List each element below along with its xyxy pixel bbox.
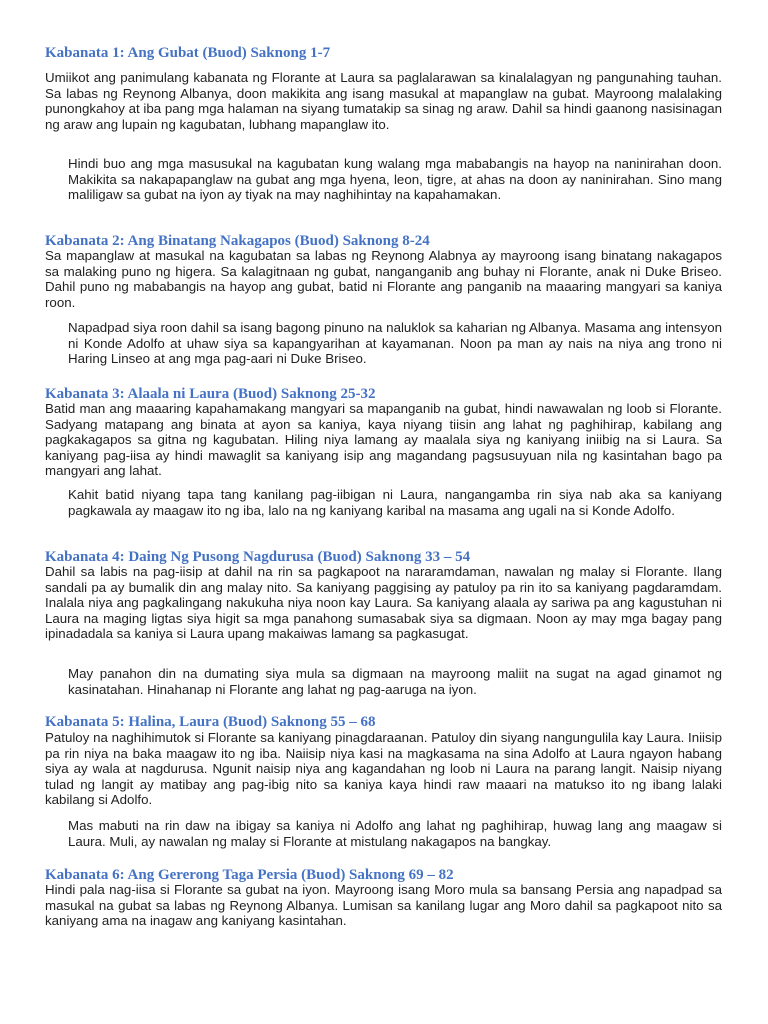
section-2-indented-paragraph: Napadpad siya roon dahil sa isang bagong pinuno na naluklok sa kaharian ng Albanya. Masama ang intensyon ni Konde Adolfo at uhaw siya sa kapangyarihan at kayamanan. Noon pa man ay nais na niya ang trono ni Haring Linseo at ang mga pag-aari ni Duke Briseo.: [68, 320, 722, 366]
section-heading-2: Kabanata 2: Ang Binatang Nakagapos (Buod) Saknong 8-24: [45, 233, 430, 249]
section-3-indented-paragraph: Kahit batid niyang tapa tang kanilang pag-iibigan ni Laura, nangangamba rin siya nab aka sa kaniyang pagkawala ay maagaw ito ng iba, lalo na ng kaniyang karibal na masama ang ugali na si Konde Adolfo.: [68, 487, 722, 518]
section-5-paragraph: Patuloy na naghihimutok si Florante sa kaniyang pinagdaraanan. Patuloy din siyang nangungulila kay Laura. Iniisip pa rin niya na baka maagaw ito ng iba. Naiisip niya kasi na magkasama na sina Adolfo at Laura ngayon habang siya ay wala at nagdurusa. Ngunit naisip niya ang kagandahan ng loob ni Laura na parang langit. Naisip niyang tulad ng langit ay matibay ang pag-ibig nito sa kaniya kaya hindi raw maaari na matukso ito ng ibang lalaki kabilang si Adolfo.: [45, 730, 722, 807]
section-heading-3: Kabanata 3: Alaala ni Laura (Buod) Saknong 25-32: [45, 386, 376, 402]
section-3-paragraph: Batid man ang maaaring kapahamakang mangyari sa mapanganib na gubat, hindi nawawalan ng loob si Florante. Sadyang matapang ang binata at ayon sa kaniya, kaya niyang tiisin ang lahat ng paghihirap, kabilang ang pagkakagapos sa gitna ng kagubatan. Hiling niya lamang ay maalala siya ng kaniyang iniibig na si Laura. Sa kaniyang pag-iisa ay hindi mawaglit sa kaniyang isip ang magandang pagsusuyuan nila ng kasintahan bago pa mangyari ang lahat.: [45, 401, 722, 478]
section-4-paragraph: Dahil sa labis na pag-iisip at dahil na rin sa pagkapoot na nararamdaman, nawalan ng malay si Florante. Ilang sandali pa ay bumalik din ang malay nito. Sa kaniyang paggising ay patuloy pa rin ito sa kaniyang pagdaramdam. Inalala niya ang pagkalingang nakukuha niya noon kay Laura. Sa kaniyang alaala ay sariwa pa ang kagustuhan ni Laura na maging ligtas siya higit sa mga panahong sumasabak siya sa digmaan. Noon ay may mga bagay pang ipinadadala sa kaniya si Laura upang makaiwas lamang sa pagkasugat.: [45, 564, 722, 641]
section-1-indented-paragraph: Hindi buo ang mga masusukal na kagubatan kung walang mga mababangis na hayop na naninirahan doon. Makikita sa nakapapanglaw na gubat ang mga hyena, leon, tigre, at ahas na doon ay naninirahan. Sino mang maliligaw sa gubat na iyon ay tiyak na may naghihintay na kapahamakan.: [68, 156, 722, 202]
section-heading-1: Kabanata 1: Ang Gubat (Buod) Saknong 1-7: [45, 45, 331, 61]
section-6-paragraph: Hindi pala nag-iisa si Florante sa gubat na iyon. Mayroong isang Moro mula sa bansang Persia ang napadpad sa masukal na gubat sa labas ng Reynong Albanya. Lumisan sa kanilang lugar ang Moro dahil sa pagkapoot nito sa kaniyang ama na inagaw ang kaniyang kasintahan.: [45, 882, 722, 928]
section-2-paragraph: Sa mapanglaw at masukal na kagubatan sa labas ng Reynong Alabnya ay mayroong isang binatang nakagapos sa malaking puno ng higera. Sa kalagitnaan ng gubat, nanganganib ang buhay ni Florante, anak ni Duke Briseo. Dahil puno ng mababangis na hayop ang gubat, batid ni Florante ang panganib na maaaring mangyari sa kaniya roon.: [45, 248, 722, 310]
section-heading-6: Kabanata 6: Ang Gererong Taga Persia (Buod) Saknong 69 – 82: [45, 867, 454, 883]
section-1-paragraph: Umiikot ang panimulang kabanata ng Florante at Laura sa paglalarawan sa kinalalagyan ng pangunahing tauhan. Sa labas ng Reynong Albanya, doon makikita ang isang masukal at mapanglaw na gubat. Mayroong malalaking punongkahoy at iba pang mga halaman na siyang tumatakip sa sinag ng araw. Dahil sa hindi gaanong nasisinagan ng araw ang lupain ng kagubatan, lubhang mapanglaw ito.: [45, 70, 722, 132]
section-5-indented-paragraph: Mas mabuti na rin daw na ibigay sa kaniya ni Adolfo ang lahat ng paghihirap, huwag lang ang maagaw si Laura. Muli, ay nawalan ng malay si Florante at mistulang nakagapos na bangkay.: [68, 818, 722, 849]
section-4-indented-paragraph: May panahon din na dumating siya mula sa digmaan na mayroong maliit na sugat na agad ginamot ng kasinatahan. Hinahanap ni Florante ang lahat ng pag-aaruga na iyon.: [68, 666, 722, 697]
section-heading-4: Kabanata 4: Daing Ng Pusong Nagdurusa (Buod) Saknong 33 – 54: [45, 549, 471, 565]
section-heading-5: Kabanata 5: Halina, Laura (Buod) Saknong 55 – 68: [45, 714, 376, 730]
